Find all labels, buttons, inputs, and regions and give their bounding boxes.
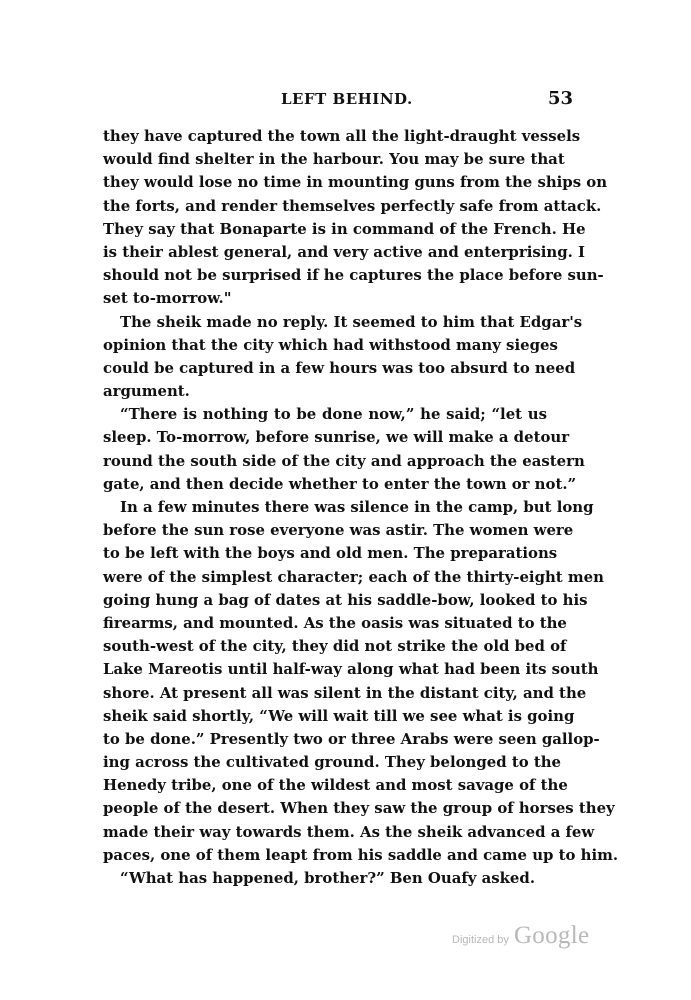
text-line-1: they have captured the town all the light-draught vessels	[103, 127, 581, 145]
text-line-22: firearms, and mounted. As the oasis was situated to the	[103, 613, 567, 632]
text-line-12: argument.	[103, 382, 190, 401]
page-number: 53	[548, 88, 574, 109]
text-line-15: round the south side of the city and approach the eastern	[103, 451, 585, 470]
text-line-30: people of the desert. When they saw the group of horses they	[103, 799, 615, 818]
text-line-33: “What has happened, brother?” Ben Ouafy asked.	[120, 869, 535, 887]
text-line-2: would find shelter in the harbour. You may be sure that	[103, 150, 565, 169]
text-line-10: opinion that the city which had withstood many sieges	[103, 335, 558, 354]
text-line-32: paces, one of them leapt from his saddle and came up to him.	[103, 845, 619, 864]
body-text	[103, 125, 619, 890]
text-line-9: The sheik made no reply. It seemed to him that Edgar's	[120, 312, 583, 331]
text-line-14: sleep. To-morrow, before sunrise, we will make a detour	[103, 428, 570, 447]
text-line-17: In a few minutes there was silence in the camp, but long	[120, 498, 594, 516]
text-line-18: before the sun rose everyone was astir. The women were	[103, 521, 574, 540]
text-line-24: Lake Mareotis until half-way along what had been its south	[103, 660, 599, 679]
running-title: LEFT BEHIND.	[281, 90, 413, 108]
text-line-6: is their ablest general, and very active and enterprising. I	[103, 242, 585, 261]
text-line-7: should not be surprised if he captures the place before sun-	[103, 266, 604, 285]
text-line-19: to be left with the boys and old men. The preparations	[103, 544, 558, 563]
text-line-5: They say that Bonaparte is in command of the French. He	[103, 219, 586, 238]
text-line-27: to be done.” Presently two or three Arabs were seen gallop-	[103, 729, 600, 748]
text-line-3: they would lose no time in mounting guns from the ships on	[103, 173, 608, 192]
watermark-prefix: Digitized by	[452, 934, 509, 946]
text-line-31: made their way towards them. As the sheik advanced a few	[103, 822, 595, 841]
text-line-20: were of the simplest character; each of the thirty-eight men	[103, 567, 604, 586]
text-line-28: ing across the cultivated ground. They belonged to the	[103, 753, 562, 772]
text-line-26: sheik said shortly, “We will wait till we see what is going	[103, 706, 575, 725]
running-header	[0, 88, 691, 112]
text-line-29: Henedy tribe, one of the wildest and most savage of the	[103, 776, 568, 795]
text-line-13: “There is nothing to be done now,” he said; “let us	[120, 405, 547, 424]
watermark-brand: Google	[513, 922, 590, 949]
text-line-11: could be captured in a few hours was too absurd to need	[103, 358, 576, 377]
text-line-8: set to-morrow."	[103, 289, 232, 308]
digitized-watermark	[452, 922, 602, 956]
text-line-25: shore. At present all was silent in the distant city, and the	[103, 683, 587, 702]
text-line-23: south-west of the city, they did not strike the old bed of	[103, 637, 567, 656]
text-line-16: gate, and then decide whether to enter the town or not.”	[103, 474, 577, 493]
text-line-21: going hung a bag of dates at his saddle-bow, looked to his	[103, 590, 588, 609]
text-line-4: the forts, and render themselves perfectly safe from attack.	[103, 196, 602, 215]
